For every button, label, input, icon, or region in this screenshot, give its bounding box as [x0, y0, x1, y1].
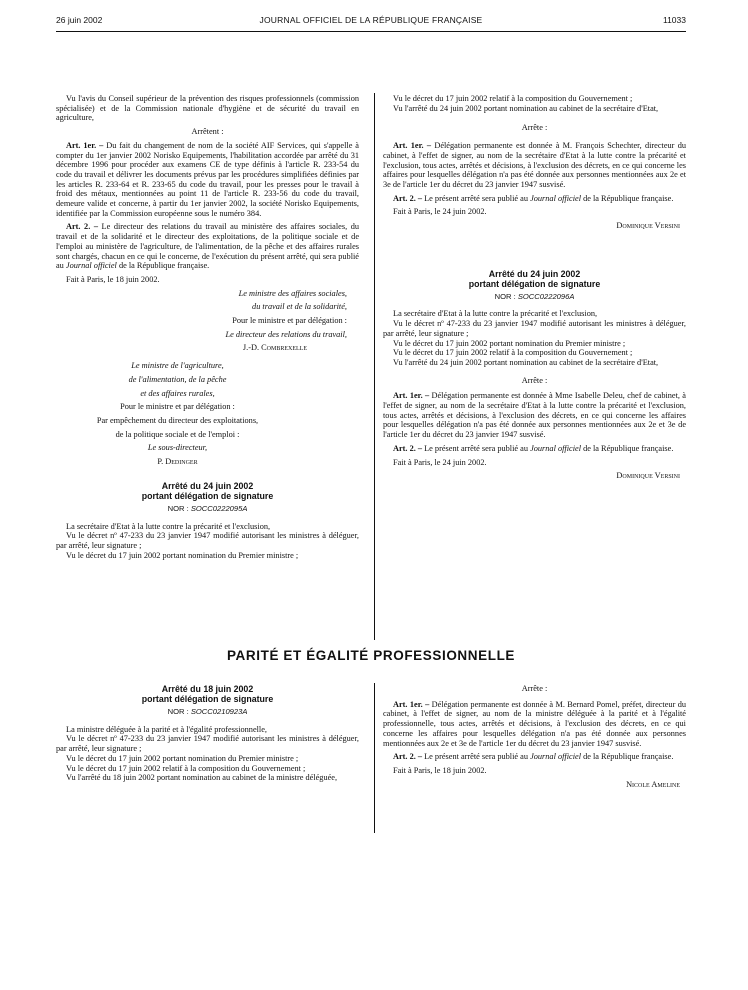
arrete-title-line: portant délégation de signature: [141, 490, 274, 501]
arrete-title-line: Arrêté du 24 juin 2002: [161, 480, 254, 491]
arrete-title: [56, 684, 359, 704]
article-2: [383, 444, 686, 454]
fait-a-paris: Fait à Paris, le 24 juin 2002.: [393, 207, 487, 217]
article-1: [383, 391, 686, 440]
journal-officiel-ref: Journal officiel: [530, 752, 582, 762]
article-2: [383, 752, 686, 762]
right-column-bottom: [383, 684, 686, 793]
column-divider: [374, 683, 375, 833]
signature-line: Le sous-directeur,: [147, 443, 208, 453]
paragraph: La ministre déléguée à la parité et à l'égalité professionnelle,: [66, 724, 267, 734]
signature-line: Par empêchement du directeur des exploitations,: [96, 415, 259, 425]
arrete-title-line: Arrêté du 18 juin 2002: [161, 684, 254, 694]
article-text: Le présent arrêté sera publié au: [424, 193, 528, 203]
article-text: Du fait du changement de nom de la société AIF Services, qui s'appelle à compter du 1er janvier 2002 Norisko Equipements, l'habilitation accordée par arrêté du 31 décembre 1996 pour procéder aux examens CE de type définis à l'article R. 233-54 du code du travail et délivrer les documents prévus par les procédures simplifiées définies par les articles R. 233-64 et R. 233-65 du code du travail, pour les presses pour le travail à froid des métaux, mentionnées au point 11 de l'article R. 233-56 du code du travail, demeure valide et concerne, à partir du 1er janvier 2002, la société Norisko Equipements, identifiée par la Commission européenne sous le numéro 384.: [56, 140, 359, 218]
paragraph: Vu le décret du 17 juin 2002 relatif à la composition du Gouvernement ;: [393, 348, 633, 358]
signature-line: de l'alimentation, de la pêche: [128, 374, 227, 384]
article-2: [56, 222, 359, 271]
fait-a-paris: Fait à Paris, le 18 juin 2002.: [393, 765, 487, 775]
arrete-heading: Arrête :: [521, 123, 548, 133]
article-2: [383, 194, 686, 204]
fait-a-paris: Fait à Paris, le 24 juin 2002.: [393, 457, 487, 467]
signature-name: J.-D. Combrexelle: [242, 343, 307, 353]
signature-line: et des affaires rurales,: [140, 388, 215, 398]
header-title: JOURNAL OFFICIEL DE LA RÉPUBLIQUE FRANÇAISE: [259, 15, 483, 25]
signature-name: Nicole Ameline: [626, 779, 680, 789]
arrete-block: [56, 481, 359, 561]
paragraph: Vu l'arrêté du 24 juin 2002 portant nomination au cabinet de la secrétaire d'Etat,: [393, 103, 659, 113]
header-page-number: 11033: [662, 15, 686, 25]
right-column-top: [383, 94, 686, 485]
paragraph: Vu l'arrêté du 18 juin 2002 portant nomination au cabinet de la ministre déléguée,: [66, 773, 338, 783]
nor-label: NOR :: [494, 291, 516, 301]
signature-name: Dominique Versini: [616, 471, 680, 481]
article-text: Le directeur des relations du travail au ministère des affaires sociales, du travail et de la solidarité et le directeur des exploitations, de la politique sociale et de l'emploi au ministère de l'agriculture, de l'alimentation, de la pêche et des affaires rurales sont chargés, chacun en ce qui le concerne, de l'exécution du présent arrêté, qui sera publié au: [56, 222, 359, 271]
article-label: Art. 2. –: [393, 193, 423, 203]
signature-block-2: [56, 361, 359, 467]
signature-line: du travail et de la solidarité,: [252, 302, 347, 312]
paragraph: La secrétaire d'Etat à la lutte contre la précarité et l'exclusion,: [393, 309, 598, 319]
article-text: Le présent arrêté sera publié au: [424, 443, 528, 453]
nor-code: SOCC0222096A: [517, 291, 575, 301]
article-text-end: de la République française.: [583, 752, 674, 762]
article-label: Art. 1er. –: [66, 140, 104, 150]
paragraph: Vu le décret nº 47-233 du 23 janvier 1947 modifié autorisant les ministres à déléguer, par arrêté, leur signature ;: [383, 319, 686, 338]
arrete-block: [383, 269, 686, 481]
paragraph: La secrétaire d'Etat à la lutte contre la précarité et l'exclusion,: [66, 521, 271, 531]
article-text-end: de la République française.: [118, 261, 210, 271]
arrete-heading: Arrête :: [521, 684, 548, 693]
article-text: Délégation permanente est donnée à M. François Schechter, directeur du cabinet, à l'effet de signer, au nom de la secrétaire d'Etat à la lutte contre la précarité et l'exclusion, tous actes, arrêtés et décisions, à l'exclusion des décrets, en ce qui concerne les affaires pour lesquelles délégation n'a pas été donnée aux personnes mentionnées aux 2e et 3e de l'article 1er du décret du 23 janvier 1947 susvisé.: [383, 141, 686, 189]
signature-line: Le ministre des affaires sociales,: [238, 288, 347, 298]
article-label: Art. 1er. –: [393, 141, 432, 151]
paragraph: Vu le décret nº 47-233 du 23 janvier 1947 modifié autorisant les ministres à déléguer, par arrêté, leur signature ;: [56, 734, 359, 754]
article-label: Art. 1er. –: [393, 391, 430, 401]
signature-name: Dominique Versini: [616, 221, 680, 231]
nor-reference: [56, 707, 359, 717]
paragraph: Vu le décret du 17 juin 2002 portant nomination du Premier ministre ;: [66, 550, 299, 560]
article-text: Délégation permanente est donnée à Mme Isabelle Deleu, chef de cabinet, à l'effet de signer, au nom de la secrétaire d'Etat à la lutte contre la précarité et l'exclusion, tous actes, arrêtés et décisions, à l'exclusion des décrets, en ce qui concerne les affaires pour lesquelles délégation n'a pas été donnée aux personnes mentionnées aux 2e et 3e de l'article 1er du décret du 23 janvier 1947 susvisé.: [383, 391, 686, 440]
paragraph: Vu le décret du 17 juin 2002 relatif à la composition du Gouvernement ;: [66, 763, 306, 773]
journal-officiel-ref: Journal officiel: [530, 443, 582, 453]
paragraph: Vu l'arrêté du 24 juin 2002 portant nomination au cabinet de la secrétaire d'Etat,: [393, 357, 659, 367]
arrete-title: [383, 269, 686, 289]
fait-a-paris: Fait à Paris, le 18 juin 2002.: [66, 274, 160, 284]
section-title: PARITÉ ET ÉGALITÉ PROFESSIONNELLE: [226, 648, 516, 663]
header-date: 26 juin 2002: [56, 15, 103, 25]
signature-line: Le directeur des relations du travail,: [225, 329, 347, 339]
paragraph: Vu le décret du 17 juin 2002 relatif à la composition du Gouvernement ;: [393, 94, 633, 103]
nor-label: NOR :: [167, 503, 189, 513]
arrete-title-line: portant délégation de signature: [468, 278, 601, 289]
article-text-end: de la République française.: [583, 443, 674, 453]
article-1: [383, 141, 686, 190]
signature-line: Pour le ministre et par délégation :: [232, 316, 347, 326]
nor-code: SOCC0222095A: [190, 503, 248, 513]
arrete-title-line: portant délégation de signature: [141, 694, 274, 704]
arrete-title-line: Arrêté du 24 juin 2002: [488, 268, 581, 279]
arrete-heading: Arrête :: [521, 375, 548, 385]
signature-line: Pour le ministre et par délégation :: [120, 402, 235, 412]
page-header: [56, 15, 686, 29]
article-text-end: de la République française.: [583, 193, 674, 203]
article-text: Délégation permanente est donnée à M. Bernard Pomel, préfet, directeur du cabinet, à l'effet de signer, au nom de la ministre déléguée à la parité et à l'égalité professionnelle, tous actes, arrêtés et décisions, à l'exclusion des décrets, en ce qui concerne les affaires pour lesquelles délégation n'a pas été donnée aux personnes mentionnées aux 2e et 3e de l'article 1er du décret du 23 janvier 1947 susvisé.: [383, 699, 687, 748]
article-label: Art. 2. –: [66, 222, 98, 232]
left-column-bottom: [56, 684, 359, 787]
journal-officiel-ref: Journal officiel: [65, 261, 117, 271]
paragraph: Vu le décret nº 47-233 du 23 janvier 1947 modifié autorisant les ministres à déléguer, par arrêté, leur signature ;: [56, 531, 359, 550]
article-1: [56, 141, 359, 219]
arrete-title: [56, 481, 359, 501]
header-rule: [56, 31, 686, 32]
paragraph: Vu le décret du 17 juin 2002 portant nomination du Premier ministre ;: [66, 753, 299, 763]
arretent-heading: Arrêtent :: [191, 127, 224, 137]
journal-officiel-ref: Journal officiel: [530, 193, 582, 203]
paragraph: Vu l'avis du Conseil supérieur de la prévention des risques professionnels (commission spécialisée) et de la Commission nationale d'hygiène et de sécurité du travail en agriculture,: [56, 94, 359, 123]
signature-line: Le ministre de l'agriculture,: [131, 361, 224, 371]
signature-block-1: [56, 289, 359, 354]
article-label: Art. 2. –: [393, 752, 423, 762]
article-label: Art. 2. –: [393, 443, 423, 453]
article-label: Art. 1er. –: [393, 699, 430, 709]
nor-code: SOCC0210923A: [190, 707, 248, 716]
article-text: Le présent arrêté sera publié au: [424, 752, 528, 762]
nor-label: NOR :: [167, 707, 189, 716]
signature-line: de la politique sociale et de l'emploi :: [115, 429, 240, 439]
left-column-top: [56, 94, 359, 564]
signature-name: P. Dedinger: [157, 457, 198, 467]
paragraph: Vu le décret du 17 juin 2002 portant nomination du Premier ministre ;: [393, 338, 626, 348]
article-1: [383, 700, 686, 749]
nor-reference: [383, 292, 686, 302]
nor-reference: [56, 504, 359, 514]
column-divider: [374, 93, 375, 640]
